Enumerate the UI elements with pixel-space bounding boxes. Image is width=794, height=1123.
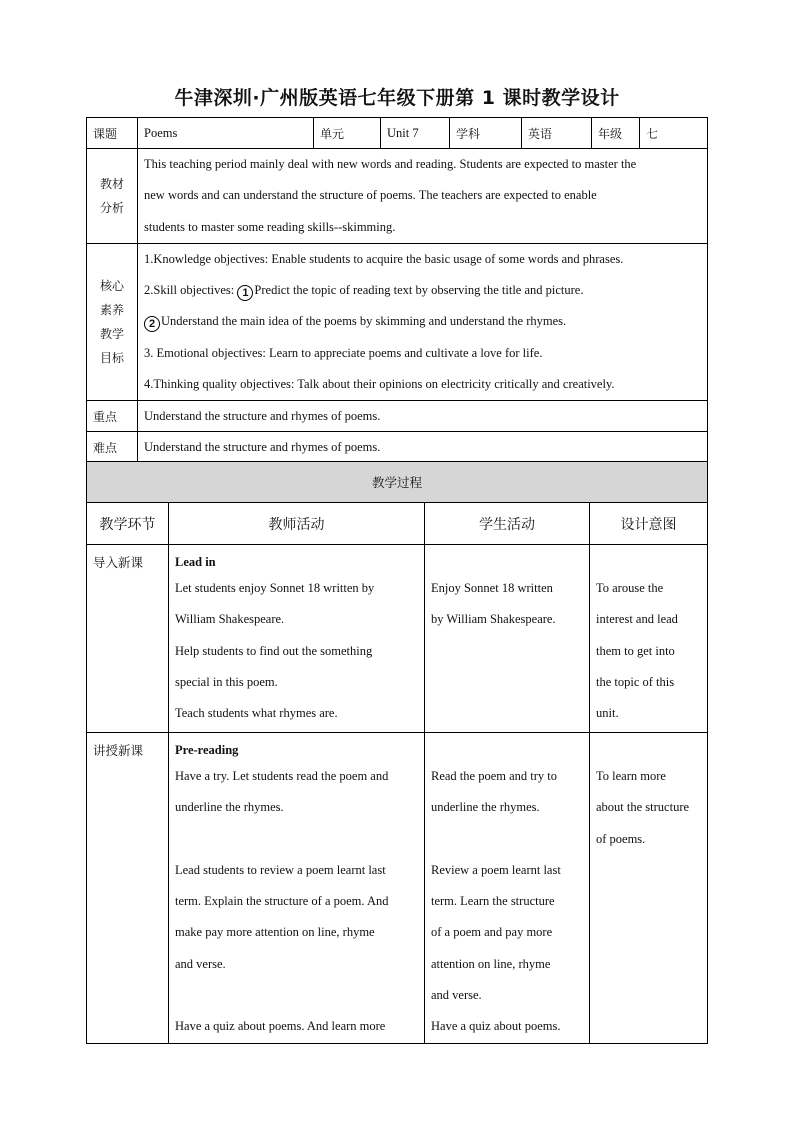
topic-label: 课题	[87, 118, 138, 149]
circled-number-2: 2	[144, 316, 160, 332]
objectives-label	[87, 243, 138, 400]
key-point-label: 重点	[87, 401, 138, 432]
teacher-line: and verse.	[175, 956, 226, 971]
difficult-point-text: Understand the structure and rhymes of poems.	[138, 432, 708, 463]
stage-cell: 导入新课	[87, 545, 169, 733]
column-header-student: 学生活动	[425, 503, 590, 545]
teacher-line: term. Explain the structure of a poem. And	[175, 894, 389, 909]
student-line: by William Shakespeare.	[431, 612, 556, 627]
analysis-label-2: 分析	[99, 200, 124, 215]
objective-skill: 2.Skill objectives: 1 Predict the topic of reading text by observing the title and picture.	[144, 283, 584, 300]
objectives-row	[87, 243, 708, 400]
objectives-label-line: 目标	[99, 351, 124, 366]
page-title: 牛津深圳·广州版英语七年级下册第 1 课时教学设计	[174, 87, 620, 109]
teacher-activity-cell	[169, 733, 425, 1044]
student-line: term. Learn the structure	[431, 894, 555, 909]
objective-thinking: 4.Thinking quality objectives: Talk about their opinions on electricity critically and creatively.	[144, 377, 615, 392]
teacher-line: special in this poem.	[175, 674, 278, 689]
analysis-label	[87, 149, 138, 244]
student-line: of a poem and pay more	[431, 925, 553, 940]
section-title: Pre-reading	[175, 743, 239, 757]
intent-line: interest and lead	[596, 612, 678, 627]
info-row	[87, 118, 708, 149]
teacher-line: make pay more attention on line, rhyme	[175, 925, 375, 940]
objectives-label-line: 核心	[99, 279, 124, 294]
student-line: underline the rhymes.	[431, 800, 540, 815]
student-line: Have a quiz about poems.	[431, 1019, 561, 1034]
intent-cell	[590, 545, 708, 733]
teacher-line: Teach students what rhymes are.	[175, 706, 338, 721]
objective-emotional: 3. Emotional objectives: Learn to appreciate poems and cultivate a love for life.	[144, 345, 543, 360]
teacher-line: William Shakespeare.	[175, 612, 285, 627]
teacher-line: Have a quiz about poems. And learn more	[175, 1019, 386, 1034]
intent-line: unit.	[596, 706, 619, 721]
intent-line: of poems.	[596, 831, 646, 846]
teacher-line: Have a try. Let students read the poem and	[175, 769, 389, 783]
teacher-line: Let students enjoy Sonnet 18 written by	[175, 581, 375, 595]
info-table	[86, 117, 708, 463]
analysis-line: new words and can understand the structure of poems. The teachers are expected to enable	[144, 188, 597, 203]
column-header-stage: 教学环节	[87, 503, 169, 545]
intent-line: To arouse the	[596, 581, 664, 595]
teacher-line: underline the rhymes.	[175, 800, 284, 815]
column-header-teacher: 教师活动	[169, 503, 425, 545]
intent-line: the topic of this	[596, 674, 675, 689]
student-line: Review a poem learnt last	[431, 862, 561, 877]
subject-label: 学科	[450, 118, 522, 149]
objectives-label-line: 教学	[99, 327, 124, 342]
unit-value: Unit 7	[381, 118, 450, 149]
objectives-text	[138, 243, 708, 400]
difficult-point-label: 难点	[87, 432, 138, 463]
grade-label: 年级	[592, 118, 640, 149]
objective-knowledge: 1.Knowledge objectives: Enable students to acquire the basic usage of some words and phrases.	[144, 251, 624, 266]
student-line: attention on line, rhyme	[431, 956, 551, 971]
intent-cell	[590, 733, 708, 1044]
intent-line: about the structure	[596, 800, 690, 815]
table-row	[87, 545, 708, 733]
topic-value: Poems	[138, 118, 314, 149]
column-header-row	[87, 503, 708, 545]
student-line: and verse.	[431, 988, 482, 1003]
student-line: Enjoy Sonnet 18 written	[431, 581, 553, 595]
process-heading-row	[87, 462, 708, 503]
key-point-text: Understand the structure and rhymes of poems.	[138, 401, 708, 432]
student-line: Read the poem and try to	[431, 769, 558, 783]
grade-value: 七	[640, 118, 708, 149]
table-row	[87, 733, 708, 1044]
analysis-text	[138, 149, 708, 244]
circled-number-1: 1	[237, 285, 253, 301]
teacher-line: Lead students to review a poem learnt last	[175, 862, 386, 877]
objective-skill-2: 2 Understand the main idea of the poems by skimming and understand the rhymes.	[144, 306, 701, 337]
student-activity-cell	[425, 733, 590, 1044]
analysis-row	[87, 149, 708, 244]
section-title: Lead in	[175, 555, 216, 569]
unit-label: 单元	[314, 118, 381, 149]
teacher-activity-cell	[169, 545, 425, 733]
process-heading: 教学过程	[87, 462, 708, 503]
analysis-line: This teaching period mainly deal with new words and reading. Students are expected to master the	[144, 157, 637, 171]
analysis-line: students to master some reading skills--skimming.	[144, 219, 396, 234]
subject-value: 英语	[522, 118, 592, 149]
analysis-label-1: 教材	[99, 176, 124, 191]
teacher-line: Help students to find out the something	[175, 643, 373, 658]
column-header-intent: 设计意图	[590, 503, 708, 545]
intent-line: To learn more	[596, 769, 666, 783]
intent-line: them to get into	[596, 643, 675, 658]
difficult-point-row	[87, 432, 708, 463]
stage-cell: 讲授新课	[87, 733, 169, 1044]
student-activity-cell	[425, 545, 590, 733]
process-table	[86, 461, 708, 1044]
objectives-label-line: 素养	[99, 303, 124, 318]
key-point-row	[87, 401, 708, 432]
